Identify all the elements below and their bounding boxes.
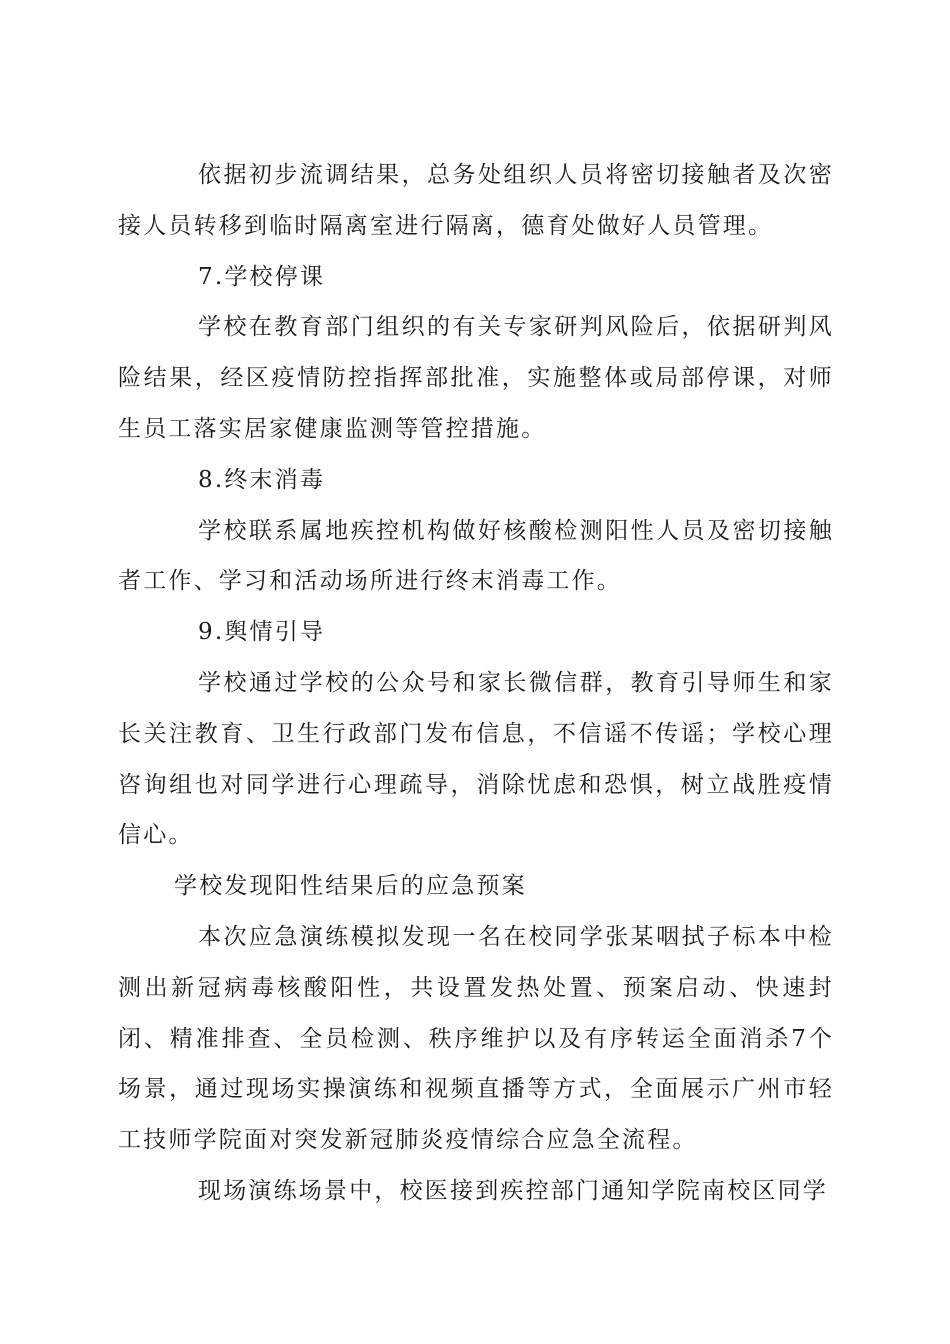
paragraph-public-opinion: 学校通过学校的公众号和家长微信群，教育引导师生和家长关注教育、卫生行政部门发布信息，不信谣不传谣；学校心理咨询组也对同学进行心理疏导，消除忧虑和恐惧，树立战胜疫情信心。 — [118, 669, 834, 849]
paragraph-isolation: 依据初步流调结果，总务处组织人员将密切接触者及次密接人员转移到临时隔离室进行隔离，德育处做好人员管理。 — [118, 162, 834, 239]
paragraph-drill-overview: 本次应急演练模拟发现一名在校同学张某咽拭子标本中检测出新冠病毒核酸阳性，共设置发热处置、预案启动、快速封闭、精准排查、全员检测、秩序维护以及有序转运全面消杀7个场景，通过现场实操演练和视频直播等方式，全面展示广州市轻工技师学院面对突发新冠肺炎疫情综合应急全流程。 — [118, 923, 834, 1154]
paragraph-suspension: 学校在教育部门组织的有关专家研判风险后，依据研判风险结果，经区疫情防控指挥部批准，实施整体或局部停课，对师生员工落实居家健康监测等管控措施。 — [118, 314, 834, 442]
heading-public-opinion: 9.舆情引导 — [198, 619, 326, 646]
section-title-emergency-plan: 学校发现阳性结果后的应急预案 — [174, 873, 527, 900]
heading-school-suspension: 7.学校停课 — [198, 263, 326, 290]
heading-terminal-disinfection: 8.终末消毒 — [198, 466, 326, 493]
paragraph-drill-scene: 现场演练场景中，校医接到疾控部门通知学院南校区同学 — [198, 1177, 828, 1204]
document-body — [118, 150, 834, 1217]
paragraph-disinfection: 学校联系属地疾控机构做好核酸检测阳性人员及密切接触者工作、学习和活动场所进行终末消毒工作。 — [118, 517, 834, 595]
